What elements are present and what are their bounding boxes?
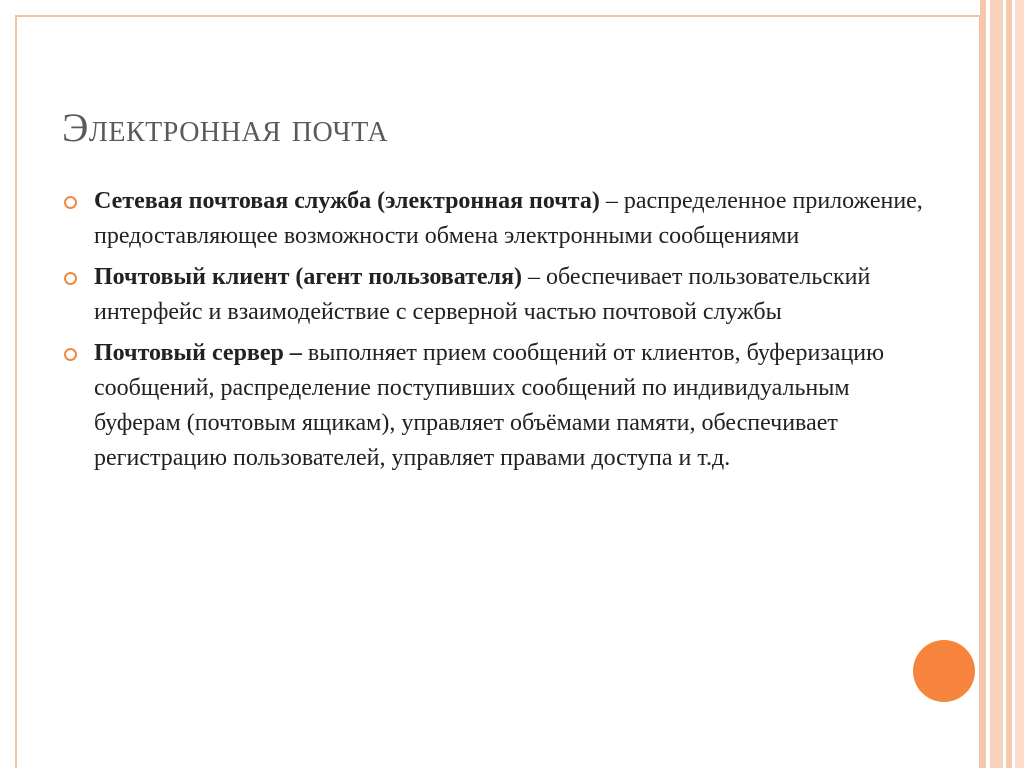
slide-title: Электронная почта (62, 105, 389, 150)
bullet-circle-icon (64, 196, 77, 209)
bullet-item (62, 336, 942, 476)
bullet-text: выполняет прием сообщений от клиентов, буферизацию сообщений, распределение поступивших сообщений по индивидуальным буферам (почтовым ящикам), управляет объёмами памяти, обеспечивает регистрацию пользователей, управляет правами доступа и т.д. (94, 340, 885, 471)
decor-stripe (1006, 0, 1012, 768)
bullet-item (62, 184, 942, 254)
bullet-separator: – (522, 264, 547, 290)
bullet-circle-icon (64, 348, 77, 361)
bullet-term: Сетевая почтовая служба (электронная почта) (94, 188, 600, 214)
decor-stripe (980, 0, 986, 768)
decor-stripe (990, 0, 1003, 768)
bullet-list (62, 184, 942, 482)
decor-stripe (1015, 0, 1024, 768)
bullet-text: распределенное приложение, предоставляющее возможности обмена электронными сообщениями (94, 188, 923, 249)
bullet-separator: – (599, 188, 624, 214)
bullet-circle-icon (64, 272, 77, 285)
bullet-text: обеспечивает пользовательский интерфейс и взаимодействие с серверной частью почтовой службы (94, 264, 871, 325)
bullet-term: Почтовый сервер – (94, 340, 302, 366)
decor-circle (913, 640, 975, 702)
bullet-term: Почтовый клиент (агент пользователя) (94, 264, 523, 290)
bullet-item (62, 260, 942, 330)
